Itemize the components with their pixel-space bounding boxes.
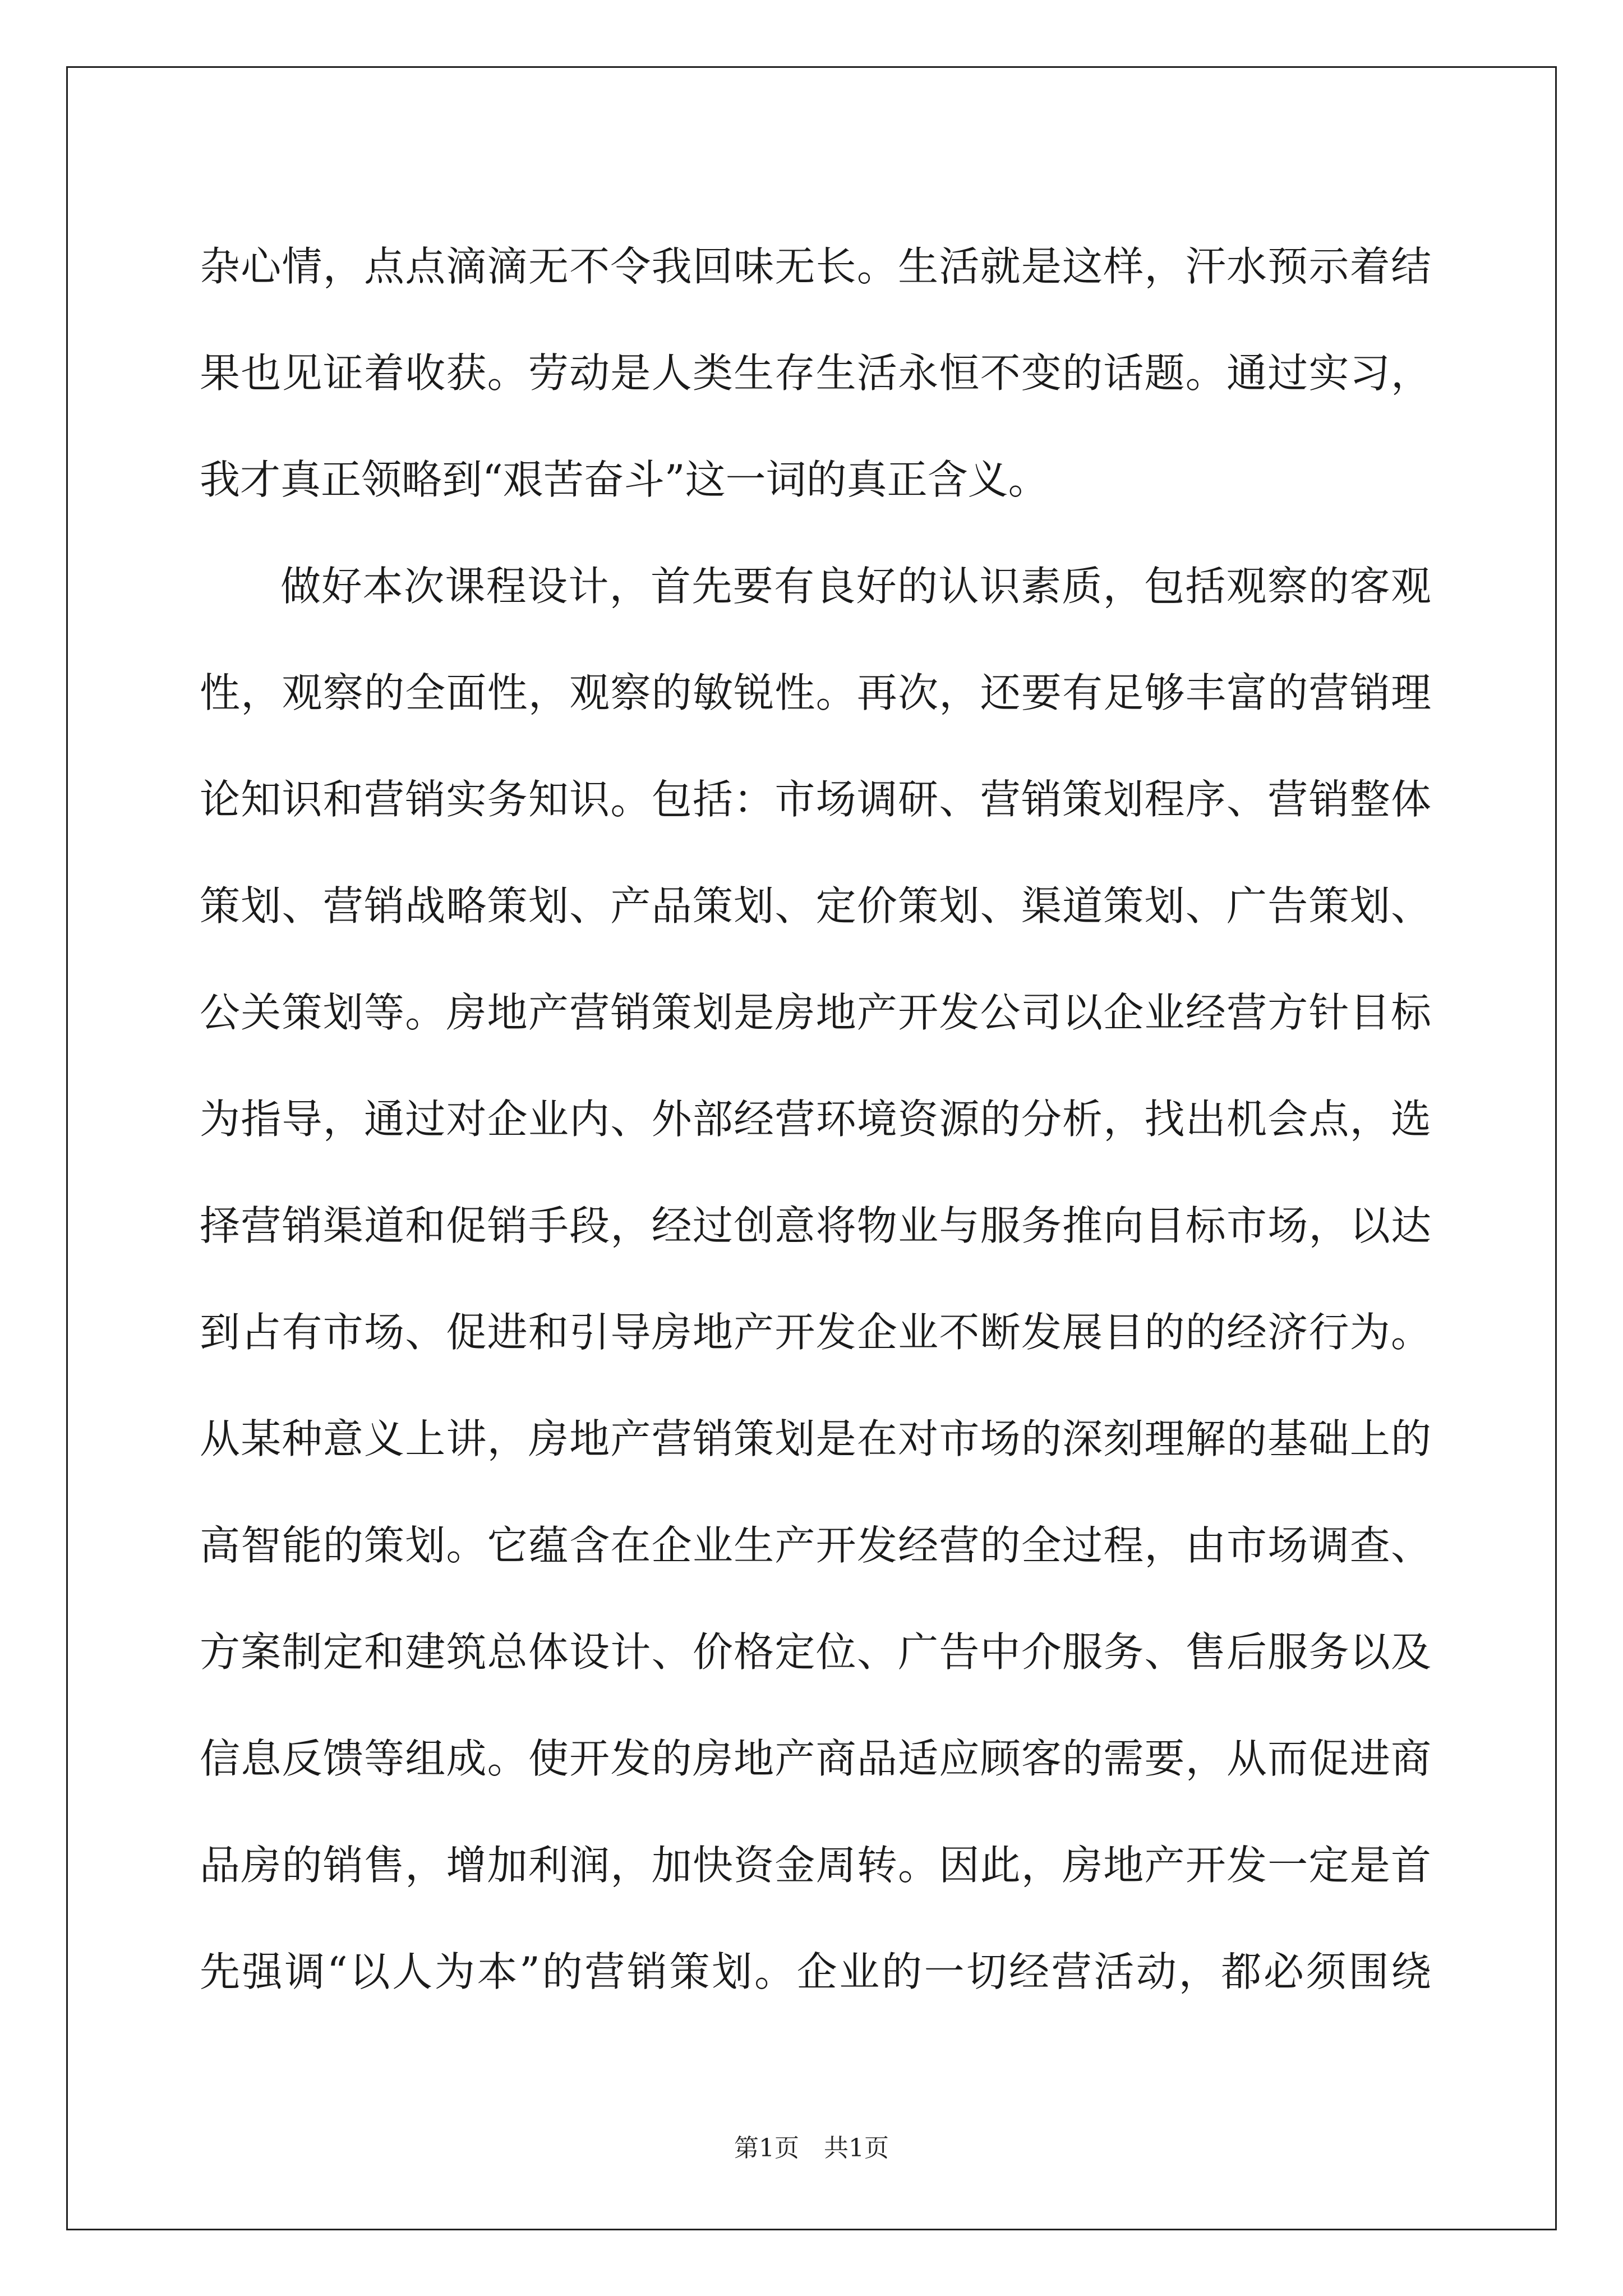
text-line: 到占有市场、促进和引导房地产开发企业不断发展目的的经济行为。: [200, 1309, 1431, 1356]
text-line: 为指导，通过对企业内、外部经营环境资源的分析，找出机会点，选: [200, 1096, 1431, 1143]
text-line: 择营销渠道和促销手段，经过创意将物业与服务推向目标市场，以达: [200, 1202, 1431, 1249]
text-line: 公关策划等。房地产营销策划是房地产开发公司以企业经营方针目标: [200, 989, 1431, 1036]
page-number: 第1页 共1页: [734, 2134, 889, 2162]
page-footer: [0, 2132, 1623, 2165]
text-line: 策划、营销战略策划、产品策划、定价策划、渠道策划、广告策划、: [200, 882, 1431, 930]
text-line: 信息反馈等组成。使开发的房地产商品适应顾客的需要，从而促进商: [200, 1735, 1431, 1782]
text-line: 做好本次课程设计，首先要有良好的认识素质，包括观察的客观: [280, 563, 1431, 610]
text-line: 性，观察的全面性，观察的敏锐性。再次，还要有足够丰富的营销理: [200, 669, 1431, 716]
text-line: 杂心情，点点滴滴无不令我回味无长。生活就是这样，汗水预示着结: [200, 243, 1431, 290]
text-line: 先强调“以人为本”的营销策划。企业的一切经营活动，都必须围绕: [200, 1948, 1431, 1995]
text-line: 果也见证着收获。劳动是人类生存生活永恒不变的话题。通过实习，: [200, 349, 1431, 397]
text-line: 方案制定和建筑总体设计、价格定位、广告中介服务、售后服务以及: [200, 1628, 1431, 1676]
text-line: 我才真正领略到“艰苦奋斗”这一词的真正含义。: [200, 456, 1049, 503]
body-text: [200, 213, 1431, 2025]
text-line: 高智能的策划。它蕴含在企业生产开发经营的全过程，由市场调查、: [200, 1522, 1431, 1569]
text-line: 从某种意义上讲，房地产营销策划是在对市场的深刻理解的基础上的: [200, 1415, 1431, 1462]
text-line: 论知识和营销实务知识。包括：市场调研、营销策划程序、营销整体: [200, 776, 1431, 823]
text-line: 品房的销售，增加利润，加快资金周转。因此，房地产开发一定是首: [200, 1842, 1431, 1889]
